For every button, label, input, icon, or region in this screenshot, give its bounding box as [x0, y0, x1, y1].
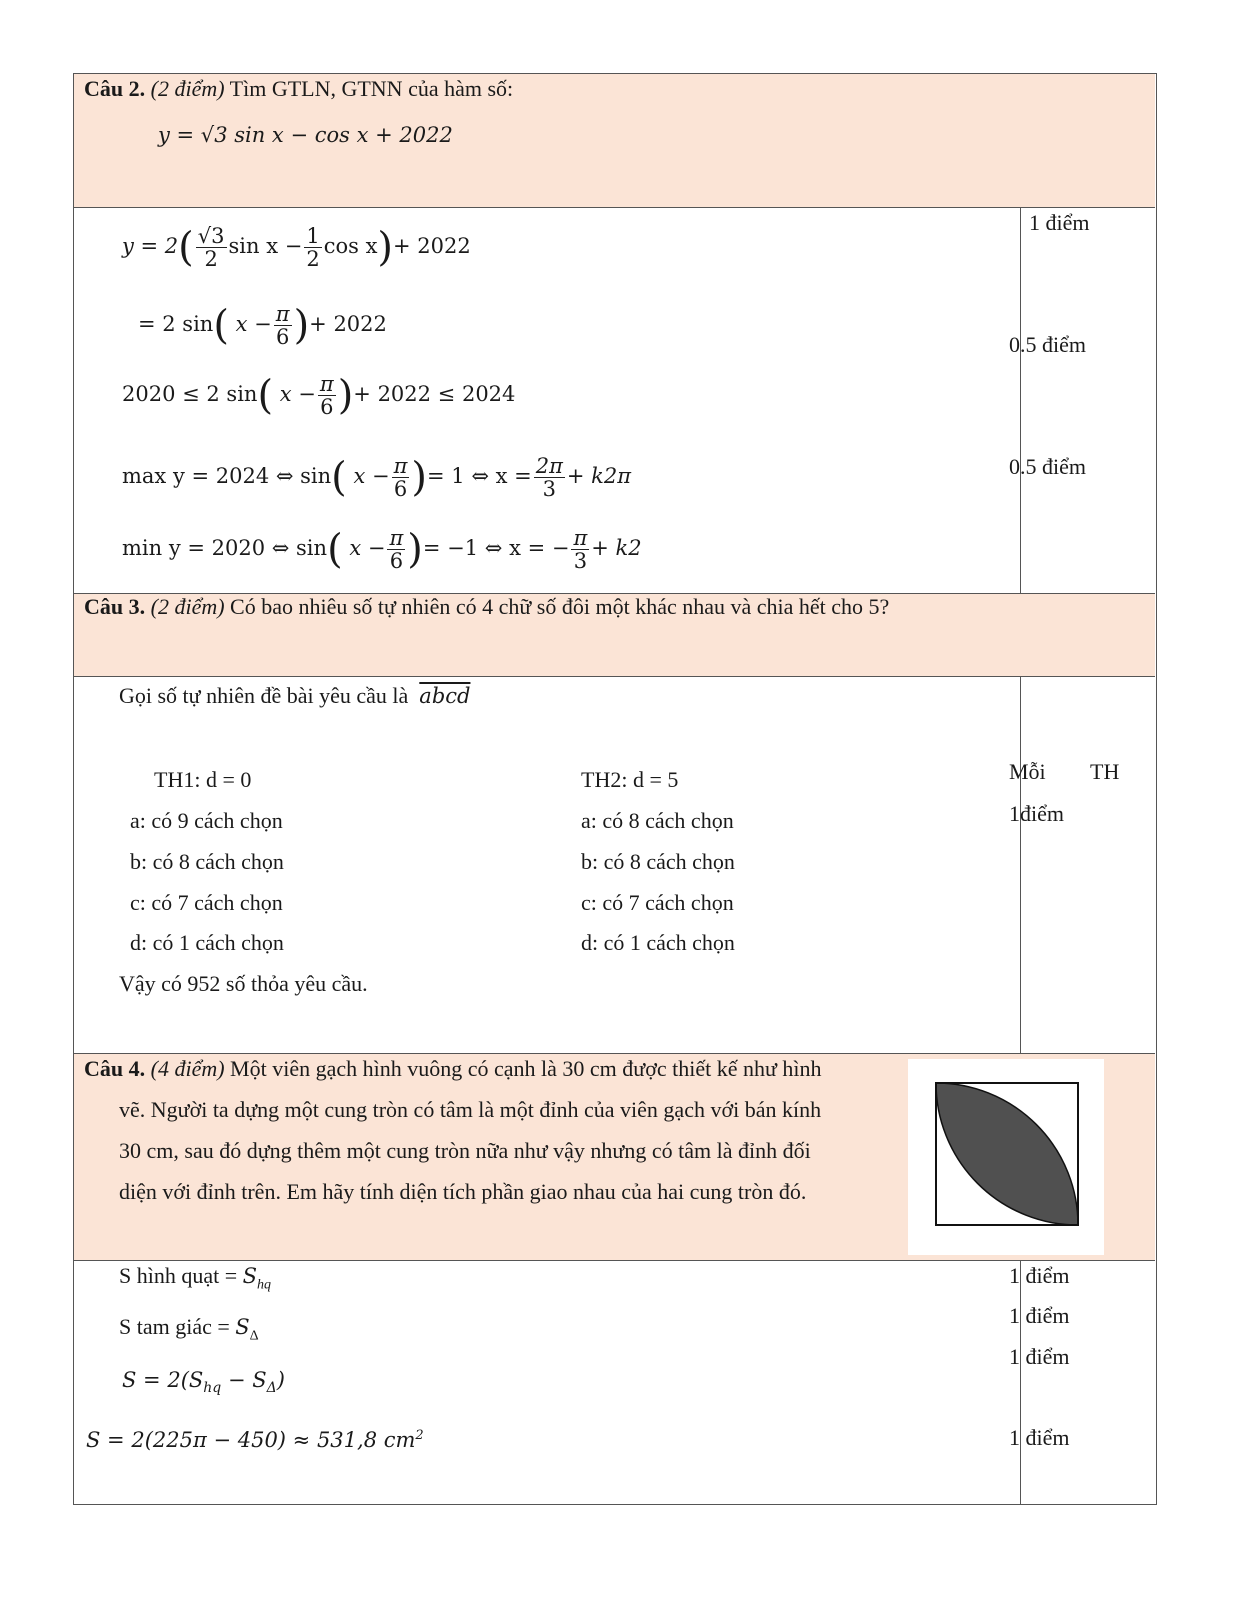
solution-4-line-1: S hình quạt = $S_{hq}$	[119, 1263, 272, 1293]
case-2-c: c: có 7 cách chọn	[581, 890, 734, 915]
question-2-points: (2 điểm)	[150, 76, 225, 101]
score-4-a: 1 điểm	[1009, 1263, 1070, 1288]
case-2-title: TH2: d = 5	[581, 767, 679, 792]
solution-4-line-4: S = 2(225π − 450) ≈ 531,8 $cm^2$	[86, 1428, 424, 1452]
tile-figure	[908, 1059, 1104, 1255]
solution-3-row	[74, 677, 1155, 1054]
case-1-d: d: có 1 cách chọn	[130, 930, 284, 955]
score-3-c: 1điểm	[1009, 801, 1064, 826]
solution-4-row	[74, 1261, 1155, 1504]
solution-2-step-5: min y = 2020 ⇔ sin( x − $\frac{\pi}{6}$ )= −1 ⇔ x = − $\frac{\pi}{3}$ + k2	[122, 526, 642, 573]
solution-2-step-4: max y = 2024 ⇔ sin( x − $\frac{\pi}{6}$ )= 1 ⇔ x = $\frac{2\pi}{3}$ + k2π	[122, 454, 632, 501]
question-2-header	[84, 76, 513, 102]
question-2-row	[74, 74, 1155, 208]
case-2-d: d: có 1 cách chọn	[581, 930, 735, 955]
question-3-row	[74, 594, 1155, 677]
case-1-title: TH1: d = 0	[154, 767, 252, 792]
question-4-line-2: vẽ. Người ta dựng một cung tròn có tâm là một đỉnh của viên gạch với bán kính	[119, 1097, 822, 1122]
score-column-divider	[1020, 208, 1021, 593]
question-2-label: Câu 2.	[84, 76, 146, 101]
question-3-points: (2 điểm)	[150, 594, 225, 619]
score-4-d: 1 điểm	[1009, 1425, 1070, 1450]
question-3-prompt: Có bao nhiêu số tự nhiên có 4 chữ số đôi một khác nhau và chia hết cho 5?	[230, 594, 890, 619]
score-column-divider	[1020, 1261, 1021, 1504]
score-4-b: 1 điểm	[1009, 1303, 1070, 1328]
score-3-a: Mỗi	[1009, 759, 1046, 784]
lens-intersection-shape	[936, 1083, 1078, 1225]
solution-4-line-3: $S = 2(S_{hq} - S_\Delta)$	[122, 1368, 285, 1397]
question-2-prompt: Tìm GTLN, GTNN của hàm số:	[229, 76, 514, 101]
solution-2-row	[74, 208, 1155, 594]
question-4-line-1: Một viên gạch hình vuông có cạnh là 30 cm được thiết kế như hình	[230, 1056, 822, 1081]
solution-4-line-2: S tam giác = $S_\Delta$	[119, 1314, 259, 1344]
case-2-b: b: có 8 cách chọn	[581, 849, 735, 874]
score-2-a: 1 điểm	[1029, 210, 1090, 235]
score-column-divider	[1020, 677, 1021, 1053]
case-1-b: b: có 8 cách chọn	[130, 849, 284, 874]
question-4-points: (4 điểm)	[150, 1056, 225, 1081]
score-4-c: 1 điểm	[1009, 1344, 1070, 1369]
tile-diagram	[908, 1059, 1104, 1255]
case-2-a: a: có 8 cách chọn	[581, 808, 734, 833]
score-2-b: 0.5 điểm	[1009, 332, 1086, 357]
score-2-c: 0.5 điểm	[1009, 454, 1086, 479]
score-3-b: TH	[1090, 759, 1120, 784]
question-3-label: Câu 3.	[84, 594, 146, 619]
question-4-line-4: diện với đỉnh trên. Em hãy tính diện tích phần giao nhau của hai cung tròn đó.	[119, 1179, 807, 1204]
solution-3-intro: Gọi số tự nhiên đề bài yêu cầu là abcd	[119, 683, 471, 708]
abcd-symbol: abcd	[419, 684, 471, 708]
question-2-formula: y = √3 sin x − cos x + 2022	[158, 123, 453, 147]
question-4-row	[74, 1054, 1155, 1261]
question-3-header	[84, 594, 889, 620]
solution-3-conclusion: Vậy có 952 số thỏa yêu cầu.	[119, 971, 368, 996]
solution-2-step-1: y = 2( $\frac{√3}{2}$ sin x − $\frac{1}{2}$ cos x)+ 2022	[122, 224, 471, 271]
case-1-c: c: có 7 cách chọn	[130, 890, 283, 915]
answer-table	[73, 73, 1157, 1505]
solution-2-step-3: 2020 ≤ 2 sin( x − $\frac{\pi}{6}$ )+ 2022 ≤ 2024	[122, 372, 516, 419]
question-4-header	[84, 1056, 822, 1082]
solution-2-step-2: = 2 sin( x − $\frac{\pi}{6}$ )+ 2022	[138, 302, 387, 349]
question-4-label: Câu 4.	[84, 1056, 146, 1081]
case-1-a: a: có 9 cách chọn	[130, 808, 283, 833]
question-4-line-3: 30 cm, sau đó dựng thêm một cung tròn nữa như vậy nhưng có tâm là đỉnh đối	[119, 1138, 811, 1163]
